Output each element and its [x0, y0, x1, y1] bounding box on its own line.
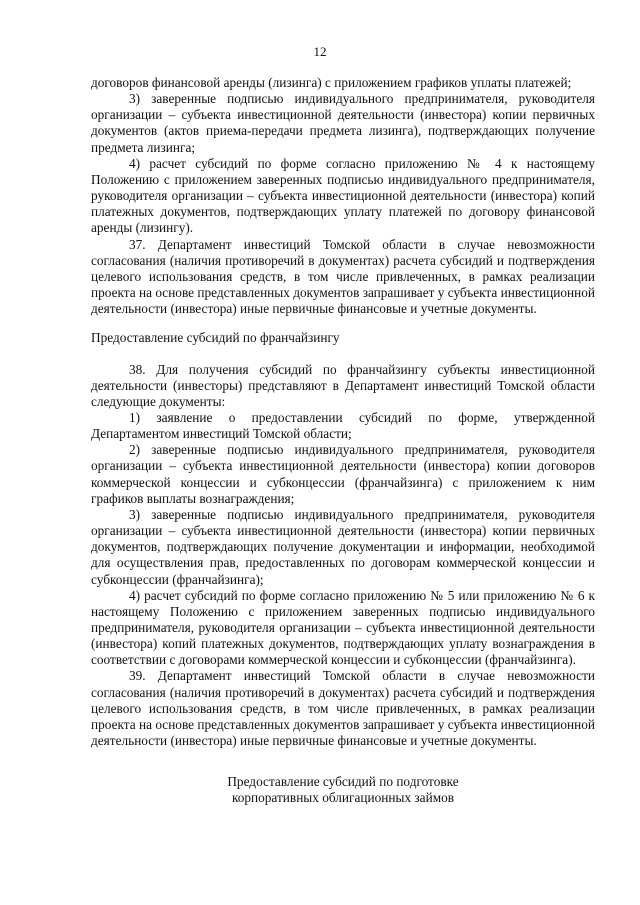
- page-number: 12: [313, 44, 327, 59]
- document-body: [91, 75, 595, 807]
- section-heading-bonds-line-2: корпоративных облигационных займов: [231, 790, 455, 806]
- paragraph-leasing-item-4: 4) расчет субсидий по форме согласно приложению № 4 к настоящему Положению с приложением заверенных подписью индивидуального предпринимателя, руководителя организации – субъекта инвестиционной деятельности (инвестора) копий платежных документов, подтверждающих уплату платежей по договору финансовой аренды (лизингу).: [91, 155, 595, 236]
- paragraph-leasing-item-3: 3) заверенные подписью индивидуального предпринимателя, руководителя организации – субъекта инвестиционной деятельности (инвестора) копии первичных документов (актов приема-передачи предмета лизинга), подтверждающих получение предмета лизинга;: [91, 91, 595, 155]
- paragraph-37: 37. Департамент инвестиций Томской области в случае невозможности согласования (наличия противоречий в документах) расчета субсидий и подтверждения целевого использования средств, в том числе привлеченных, в рамках реализации проекта на основе представленных документов запрашивает у субъекта инвестиционной деятельности (инвестора) иные первичные финансовые и учетные документы.: [91, 236, 595, 317]
- section-heading-franchising: Предоставление субсидий по франчайзингу: [91, 330, 340, 346]
- paragraph-39: 39. Департамент инвестиций Томской области в случае невозможности согласования (наличия противоречий в документах) расчета субсидий и подтверждения целевого использования средств, в том числе привлеченных, в рамках реализации проекта на основе представленных документов запрашивает у субъекта инвестиционной деятельности (инвестора) иные первичные финансовые и учетные документы.: [91, 668, 595, 749]
- section-heading-bonds: [91, 774, 595, 806]
- paragraph-38-item-4: 4) расчет субсидий по форме согласно приложению № 5 или приложению № 6 к настоящему Положению с приложением заверенных подписью индивидуального предпринимателя, руководителя организации – субъекта инвестиционной деятельности (инвестора) копий платежных документов, подтверждающих уплату вознаграждения в соответствии с договорами коммерческой концессии и субконцессии (франчайзинга).: [91, 587, 595, 668]
- section-heading-bonds-line-1: Предоставление субсидий по подготовке: [227, 774, 459, 790]
- paragraph-38-item-2: 2) заверенные подписью индивидуального предпринимателя, руководителя организации – субъекта инвестиционной деятельности (инвестора) копии договоров коммерческой концессии и субконцессии (франчайзинга) с приложением к ним графиков выплаты вознаграждения;: [91, 442, 595, 506]
- paragraph-leasing-contracts-continuation: договоров финансовой аренды (лизинга) с приложением графиков уплаты платежей;: [91, 75, 572, 90]
- paragraph-38: 38. Для получения субсидий по франчайзингу субъекты инвестиционной деятельности (инвесторы) представляют в Департамент инвестиций Томской области следующие документы:: [91, 361, 595, 409]
- paragraph-38-item-3: 3) заверенные подписью индивидуального предпринимателя, руководителя организации – субъекта инвестиционной деятельности (инвестора) копии первичных документов, подтверждающих получение документации и информации, необходимой для осуществления прав, предоставленных по договорам коммерческой концессии и субконцессии (франчайзинга);: [91, 506, 595, 587]
- paragraph-38-item-1: 1) заявление о предоставлении субсидий по форме, утвержденной Департаментом инвестиций Томской области;: [91, 409, 595, 442]
